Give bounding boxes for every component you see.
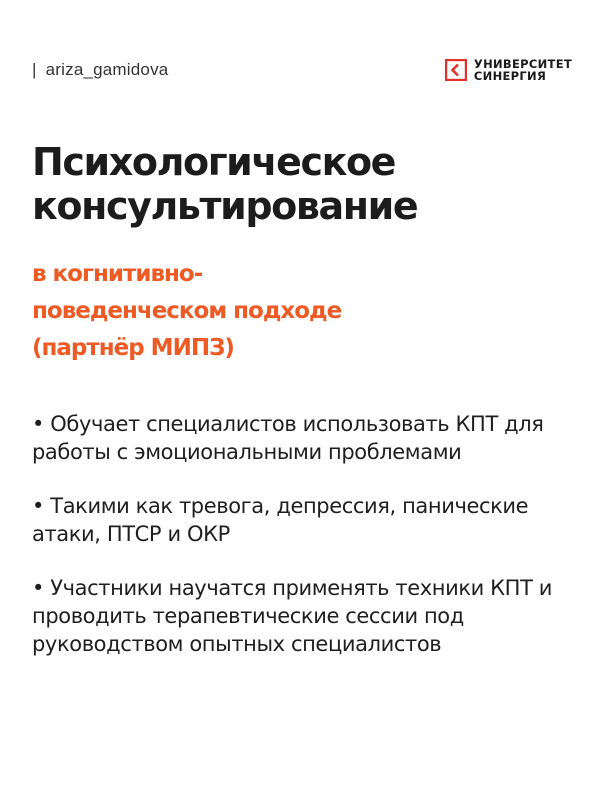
subtitle-line-3: (партнёр МИПЗ) [32, 335, 234, 361]
handle-separator: | [32, 60, 37, 79]
bullet-item: • Такими как тревога, депрессия, панические атаки, ПТСР и ОКР [32, 494, 529, 546]
synergy-logo-icon [445, 59, 467, 81]
title-line-2: консультирование [32, 184, 418, 228]
handle-text: ariza_gamidova [45, 60, 169, 79]
page-title [32, 140, 572, 228]
synergy-logo [445, 58, 572, 82]
bullet-list [32, 410, 577, 684]
logo-text [474, 58, 572, 82]
header [32, 58, 572, 88]
logo-line-1: УНИВЕРСИТЕТ [473, 57, 572, 71]
bullet-item: • Участники научатся применять техники КПТ и проводить терапевтические сессии под руководством опытных специалистов [32, 576, 553, 656]
subtitle-line-2: поведенческом подходе [32, 298, 342, 324]
page-subtitle [32, 256, 572, 367]
logo-line-2: СИНЕРГИЯ [473, 69, 547, 83]
author-handle [32, 60, 168, 80]
bullet-item: • Обучает специалистов использовать КПТ для работы с эмоциональными проблемами [32, 412, 544, 464]
title-line-1: Психологическое [32, 140, 396, 184]
subtitle-line-1: в когнитивно- [32, 261, 203, 287]
